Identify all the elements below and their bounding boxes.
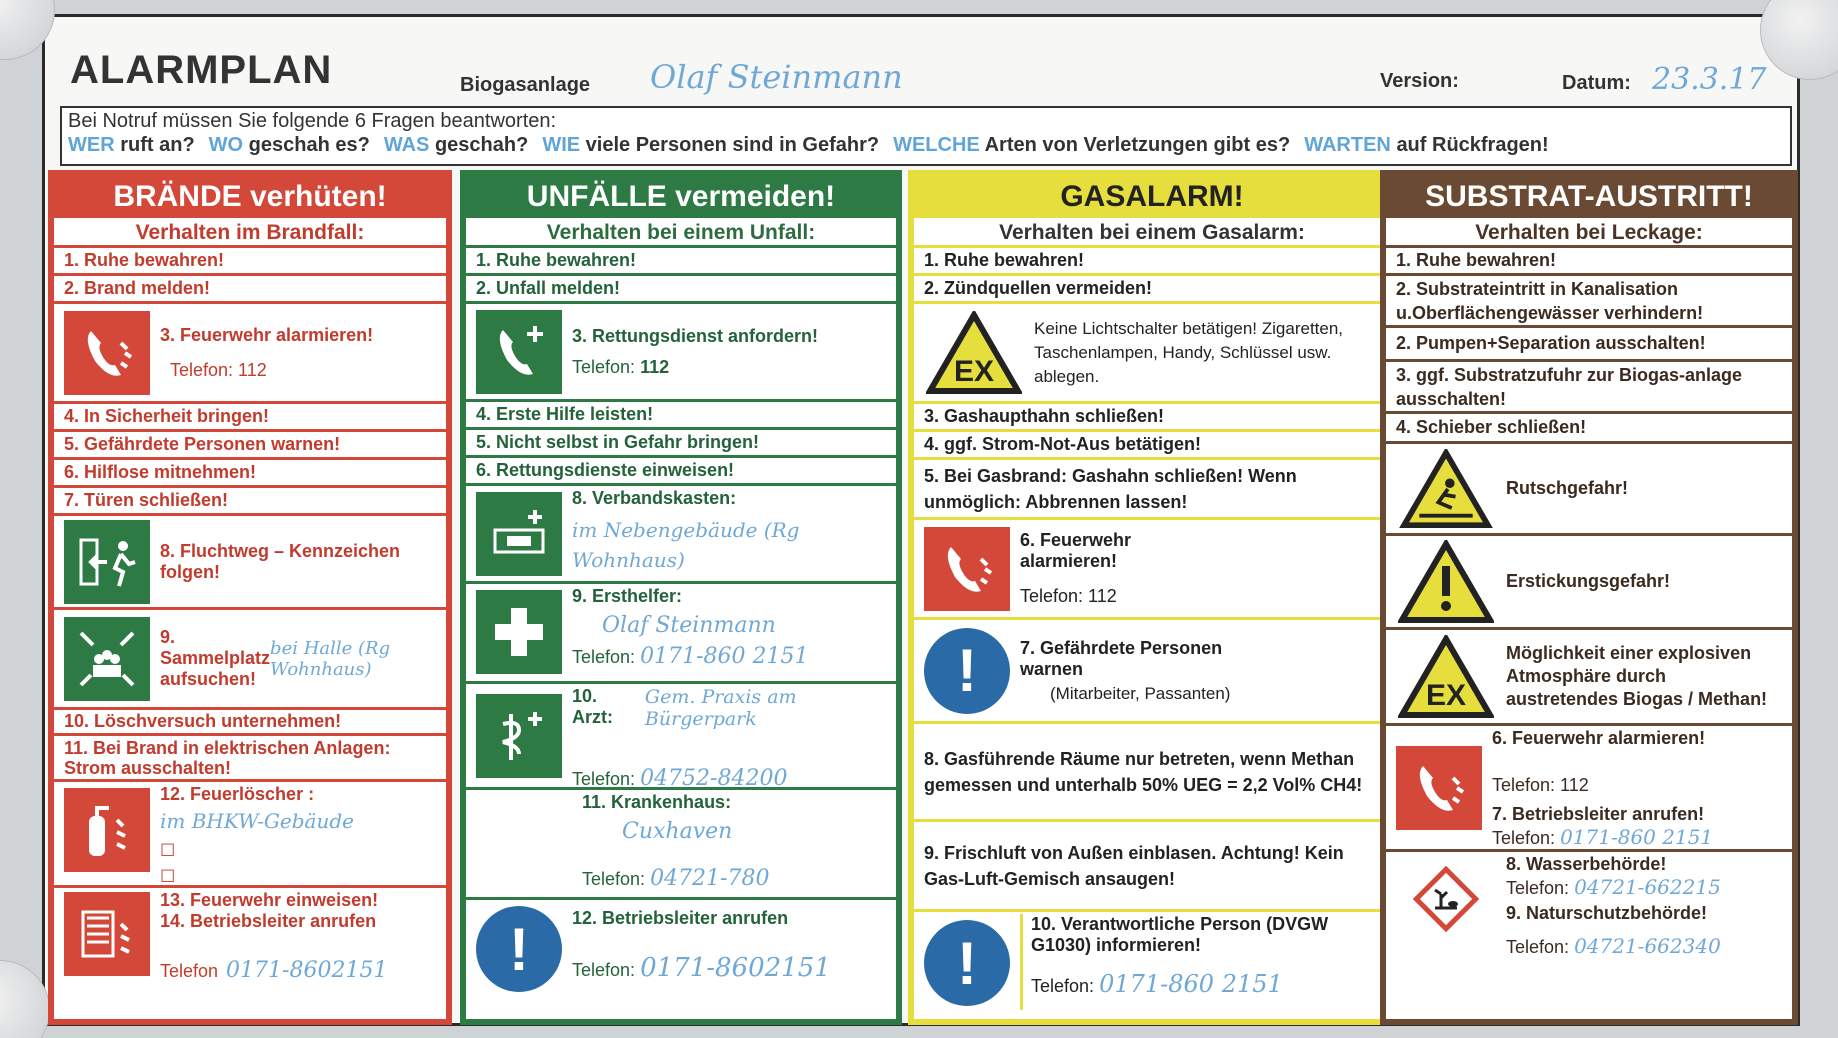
list-item: 12. Betriebsleiter anrufen	[572, 908, 789, 928]
date-value: 23.3.17	[1652, 62, 1767, 97]
fire-column: BRÄNDE verhüten! Verhalten im Brandfall: 1. Ruhe bewahren! 2. Brand melden! 3. Feuerwehr alarmieren! Telefon: 112 4. In Sicherheit bringen! 5. Gefährdete Personen warnen! 6. Hilflose mitnehmen! 7. Türen schließen! 8. Fluchtweg – Kennzeichen folgen! 9. Sammelplatz aufsuchen! bei Halle (Rg Wohnhaus) 10. Löschversuch unternehmen! 11. Bei Brand in elektrischen Anlagen: Strom ausschalten! 12. Feuerlöscher : im BHKW-Gebäude ☐ ☐ 13. Feuerwehr einweisen! 14. Betriebsleiter anrufen Telefon 0171-8602151	[48, 170, 452, 1025]
phone-number: 0171-8602151	[640, 953, 831, 983]
ignition-sources-note: Keine Lichtschalter betätigen! Zigaretten, Taschenlampen, Handy, Schlüssel usw. ablegen.	[1034, 318, 1344, 386]
first-aid-kit-location: im Nebengebäude (Rg Wohnhaus)	[572, 518, 800, 572]
plant-value: Olaf Steinmann	[650, 58, 903, 96]
assembly-point-note: bei Halle (Rg Wohnhaus)	[270, 637, 391, 680]
substrate-column: SUBSTRAT-AUSTRITT! Verhalten bei Leckage: 1. Ruhe bewahren! 2. Substrateintritt in Kanalisation u.Oberflächengewässer verhindern! 2. Pumpen+Separation ausschalten! 3. ggf. Substratzufuhr zur Biogas-anlage ausschalten! 4. Schieber schließen! Rutschgefahr! Erstickungsgefahr! EX Möglichkeit einer explosiven Atmosphäre durch austretendes Biogas / Methan! 6. Feuerwehr alarmieren! Telefon: 112 7. Betriebsleiter anrufen! Telefon: 0171-860 2151 8. Wasserbehörde! Telefon: 04721-662215 9. Naturschutzbehörde! Telefon: 04721-662340	[1380, 170, 1798, 1025]
list-item: 7. Türen schließen!	[54, 488, 446, 516]
phone-number: 04721-662215	[1574, 875, 1721, 899]
date-label: Datum:	[1562, 72, 1631, 94]
list-item: Erstickungsgefahr!	[1506, 571, 1671, 591]
emergency-questions	[60, 106, 1792, 166]
list-item: 7. Betriebsleiter anrufen!	[1492, 804, 1705, 824]
list-item: 4. ggf. Strom-Not-Aus betätigen!	[914, 432, 1390, 460]
first-aid-cross-icon	[476, 590, 562, 674]
exclamation-icon: !	[924, 920, 1010, 1006]
list-item: 1. Ruhe bewahren!	[466, 248, 896, 276]
environment-hazard-icon	[1396, 864, 1496, 934]
phone-number: Telefon: 112	[1020, 586, 1117, 606]
phone-number: Telefon: 112	[170, 359, 267, 380]
doctor-name: Gem. Praxis am Bürgerpark	[644, 686, 797, 730]
list-item: 3. ggf. Substratzufuhr zur Biogas-anlage ausschalten!	[1386, 362, 1792, 414]
list-item: 10. Löschversuch unternehmen!	[54, 710, 446, 736]
ex-label: EX	[953, 354, 995, 388]
version-label: Version:	[1380, 70, 1459, 92]
phone-number: 0171-860 2151	[1560, 825, 1714, 849]
phone-number: 112	[640, 356, 670, 377]
list-item: 2. Zündquellen vermeiden!	[914, 276, 1390, 304]
list-item: 4. Erste Hilfe leisten!	[466, 402, 896, 430]
question: WAS geschah?	[383, 134, 529, 156]
list-item: 8. Verbandskasten:	[572, 488, 737, 508]
phone-number: 0171-860 2151	[1099, 970, 1283, 998]
question: WELCHE Arten von Verletzungen gibt es?	[893, 134, 1291, 156]
fire-phone-icon	[924, 527, 1010, 611]
fire-hose-icon	[64, 892, 150, 976]
list-item: 4. Schieber schließen!	[1386, 414, 1792, 444]
list-item: 5. Nicht selbst in Gefahr bringen!	[466, 430, 896, 458]
list-item: 4. In Sicherheit bringen!	[54, 404, 446, 432]
first-aider-name: Olaf Steinmann	[602, 613, 776, 638]
phone-number: 04721-780	[650, 866, 770, 891]
gas-title: GASALARM!	[914, 176, 1390, 218]
phone-number: Telefon: 112	[1492, 775, 1589, 795]
hospital-name: Cuxhaven	[622, 819, 733, 844]
list-item: Möglichkeit einer explosiven Atmosphäre durch austretendes Biogas / Methan!	[1506, 643, 1768, 709]
ex-warning-icon	[1396, 635, 1496, 719]
svg-text:EX: EX	[1425, 678, 1467, 712]
list-item: 7. Gefährdete Personen warnen	[1020, 637, 1223, 679]
fire-title: BRÄNDE verhüten!	[54, 176, 446, 218]
list-item: 1. Ruhe bewahren!	[1386, 248, 1792, 276]
fire-phone-icon	[1396, 746, 1482, 830]
list-item: 2. Substrateintritt in Kanalisation u.Oberflächengewässer verhindern!	[1386, 276, 1792, 328]
ex-warning-icon	[924, 311, 1024, 395]
list-item: 13. Feuerwehr einweisen!	[160, 890, 379, 910]
question: WIE viele Personen sind in Gefahr?	[542, 134, 880, 156]
list-item: 2. Pumpen+Separation ausschalten!	[1386, 328, 1792, 362]
list-item: 9. Naturschutzbehörde!	[1506, 903, 1708, 923]
emergency-call-icon	[476, 310, 562, 394]
list-item: 12. Feuerlöscher :	[160, 784, 315, 804]
exclamation-icon: !	[476, 906, 562, 992]
list-item-note: (Mitarbeiter, Passanten)	[1050, 683, 1231, 703]
list-item: 8. Gasführende Räume nur betreten, wenn Methan gemessen und unterhalb 50% UEG = 2,2 Vol% CH4!	[914, 724, 1390, 822]
exclamation-icon: !	[924, 628, 1010, 714]
accident-subtitle: Verhalten bei einem Unfall:	[466, 218, 896, 248]
list-item: 3. Feuerwehr alarmieren!	[160, 324, 374, 345]
list-item: 8. Wasserbehörde!	[1506, 854, 1667, 874]
list-item: 2. Brand melden!	[54, 276, 446, 304]
list-item: 3. Gashaupthahn schließen!	[914, 404, 1390, 432]
phone-label: Telefon	[160, 961, 219, 981]
list-item: 8. Fluchtweg – Kennzeichen folgen!	[160, 540, 401, 582]
phone-number: 04752-84200	[640, 766, 788, 791]
list-item: 6. Feuerwehr alarmieren!	[1492, 728, 1706, 748]
gas-subtitle: Verhalten bei einem Gasalarm:	[914, 218, 1390, 248]
list-item: 11. Krankenhaus:	[582, 792, 732, 812]
slip-hazard-icon	[1396, 449, 1496, 529]
warning-icon	[1396, 540, 1496, 624]
assembly-point-icon	[64, 617, 150, 701]
list-item: 6. Hilflose mitnehmen!	[54, 460, 446, 488]
accident-column: UNFÄLLE vermeiden! Verhalten bei einem Unfall: 1. Ruhe bewahren! 2. Unfall melden! 3. Rettungsdienst anfordern! Telefon: 112 4. Erste Hilfe leisten! 5. Nicht selbst in Gefahr bringen! 6. Rettungsdienste einweisen! 8. Verbandskasten: im Nebengebäude (Rg Wohnhaus) 9. Ersthelfer: Olaf Steinmann Telefon: 0171-860 2151 10. Arzt: Gem. Praxis am Bürgerpark Telefon: 04752-84200 11. Krankenhaus: Cuxhaven Telefon: 04721-780 ! 12. Betriebsleiter anrufen Telefon: 0171-8602151	[460, 170, 902, 1025]
list-item: 6. Rettungsdienste einweisen!	[466, 458, 896, 486]
extinguisher-location: im BHKW-Gebäude	[160, 809, 355, 833]
phone-number: 0171-860 2151	[640, 644, 809, 669]
exit-sign-icon	[64, 520, 150, 604]
accident-title: UNFÄLLE vermeiden!	[466, 176, 896, 218]
doctor-icon	[476, 694, 562, 778]
list-item: 5. Bei Gasbrand: Gashahn schließen! Wenn unmöglich: Abbrennen lassen!	[914, 460, 1390, 520]
list-item: 6. Feuerwehr alarmieren!	[1020, 530, 1132, 571]
gas-alarm-column: GASALARM! Verhalten bei einem Gasalarm: 1. Ruhe bewahren! 2. Zündquellen vermeiden! EX Keine Lichtschalter betätigen! Zigaretten, Taschenlampen, Handy, Schlüssel usw. ablegen. 3. Gashaupthahn schließen! 4. ggf. Strom-Not-Aus betätigen! 5. Bei Gasbrand: Gashahn schließen! Wenn unmöglich: Abbrennen lassen! 6. Feuerwehr alarmieren! Telefon: 112 ! 7. Gefährdete Personen warnen (Mitarbeiter, Passanten) 8. Gasführende Räume nur betreten, wenn Methan gemessen und unterhalb 50% UEG = 2,2 Vol% CH4! 9. Frischluft von Außen einblasen. Achtung! Kein Gas-Luft-Gemisch ansaugen! ! 10. Verantwortliche Person (DVGW G1030) informieren! Telefon: 0171-860 2151	[908, 170, 1396, 1025]
questions-intro: Bei Notruf müssen Sie folgende 6 Fragen beantworten:	[68, 110, 557, 132]
list-item: 5. Gefährdete Personen warnen!	[54, 432, 446, 460]
substrate-subtitle: Verhalten bei Leckage:	[1386, 218, 1792, 248]
list-item: 9. Frischluft von Außen einblasen. Achtung! Kein Gas-Luft-Gemisch ansaugen!	[914, 822, 1390, 912]
plant-label: Biogasanlage	[460, 74, 591, 96]
list-item: Rutschgefahr!	[1506, 478, 1629, 498]
list-item: 2. Unfall melden!	[466, 276, 896, 304]
list-item: 9. Sammelplatz aufsuchen!	[160, 627, 271, 689]
question: WO geschah es?	[208, 134, 370, 156]
substrate-title: SUBSTRAT-AUSTRITT!	[1386, 176, 1792, 218]
fire-phone-icon	[64, 311, 150, 395]
list-item: 1. Ruhe bewahren!	[54, 248, 446, 276]
list-item: 1. Ruhe bewahren!	[914, 248, 1390, 276]
fire-subtitle: Verhalten im Brandfall:	[54, 218, 446, 248]
list-item: 14. Betriebsleiter anrufen	[160, 911, 377, 931]
phone-number: 0171-8602151	[226, 958, 388, 983]
question: WARTEN auf Rückfragen!	[1304, 134, 1549, 156]
phone-number: 04721-662340	[1574, 934, 1721, 958]
page-title: ALARMPLAN	[70, 48, 333, 92]
first-aid-kit-icon	[476, 492, 562, 576]
list-item: 10. Verantwortliche Person (DVGW G1030) informieren!	[1031, 914, 1329, 955]
list-item: 10. Arzt:	[572, 686, 613, 727]
fire-extinguisher-icon	[64, 788, 150, 872]
question: WER ruft an?	[68, 134, 195, 156]
list-item: 3. Rettungsdienst anfordern!	[572, 325, 819, 346]
list-item: 11. Bei Brand in elektrischen Anlagen: Strom ausschalten!	[54, 736, 446, 782]
list-item: 9. Ersthelfer:	[572, 586, 683, 606]
